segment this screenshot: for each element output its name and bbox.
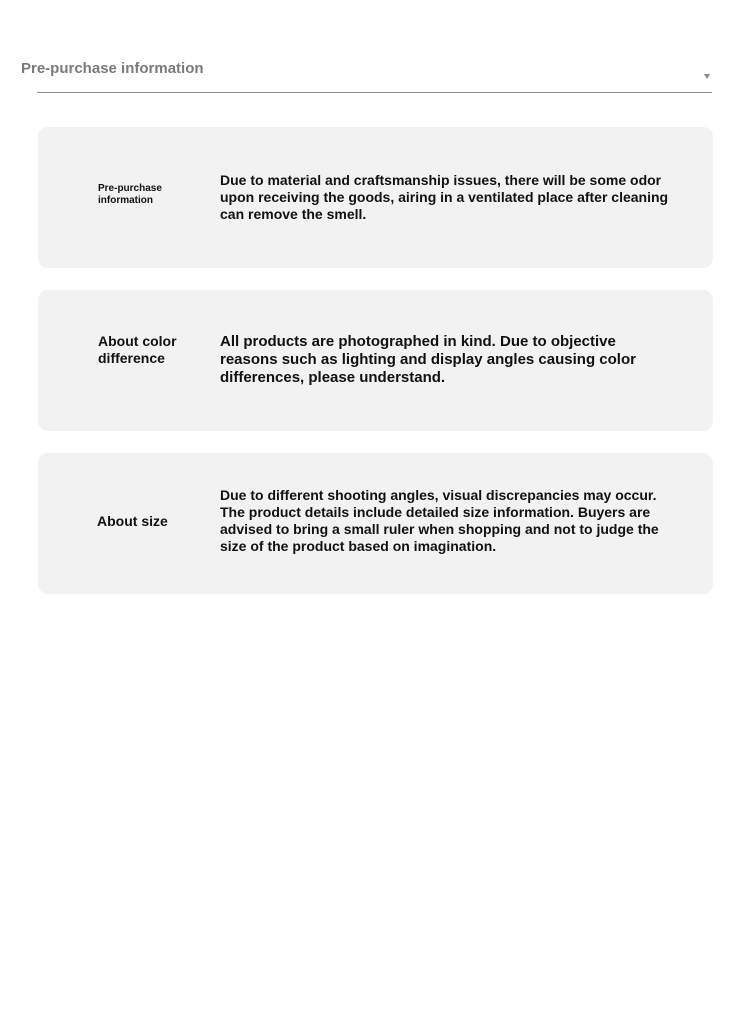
section-title: Pre-purchase information xyxy=(21,60,204,77)
card-label: About color difference xyxy=(98,333,177,366)
info-card-color-difference xyxy=(38,290,713,431)
card-text: Due to different shooting angles, visual discrepancies may occur. The product details include detailed size information. Buyers are advised to bring a small ruler when shopping and not to judge the size of the product based on imagination. xyxy=(220,487,659,554)
card-label: Pre-purchase information xyxy=(98,183,162,206)
divider xyxy=(37,92,712,93)
card-label: About size xyxy=(97,513,168,529)
info-card-pre-purchase xyxy=(38,127,713,268)
card-text: Due to material and craftsmanship issues, there will be some odor upon receiving the goods, airing in a ventilated place after cleaning can remove the smell. xyxy=(220,172,669,222)
info-card-size xyxy=(38,453,713,594)
section-header[interactable] xyxy=(21,58,712,93)
caret-down-icon[interactable] xyxy=(704,74,710,79)
card-text: All products are photographed in kind. Due to objective reasons such as lighting and display angles causing color differences, please understand. xyxy=(220,333,636,386)
